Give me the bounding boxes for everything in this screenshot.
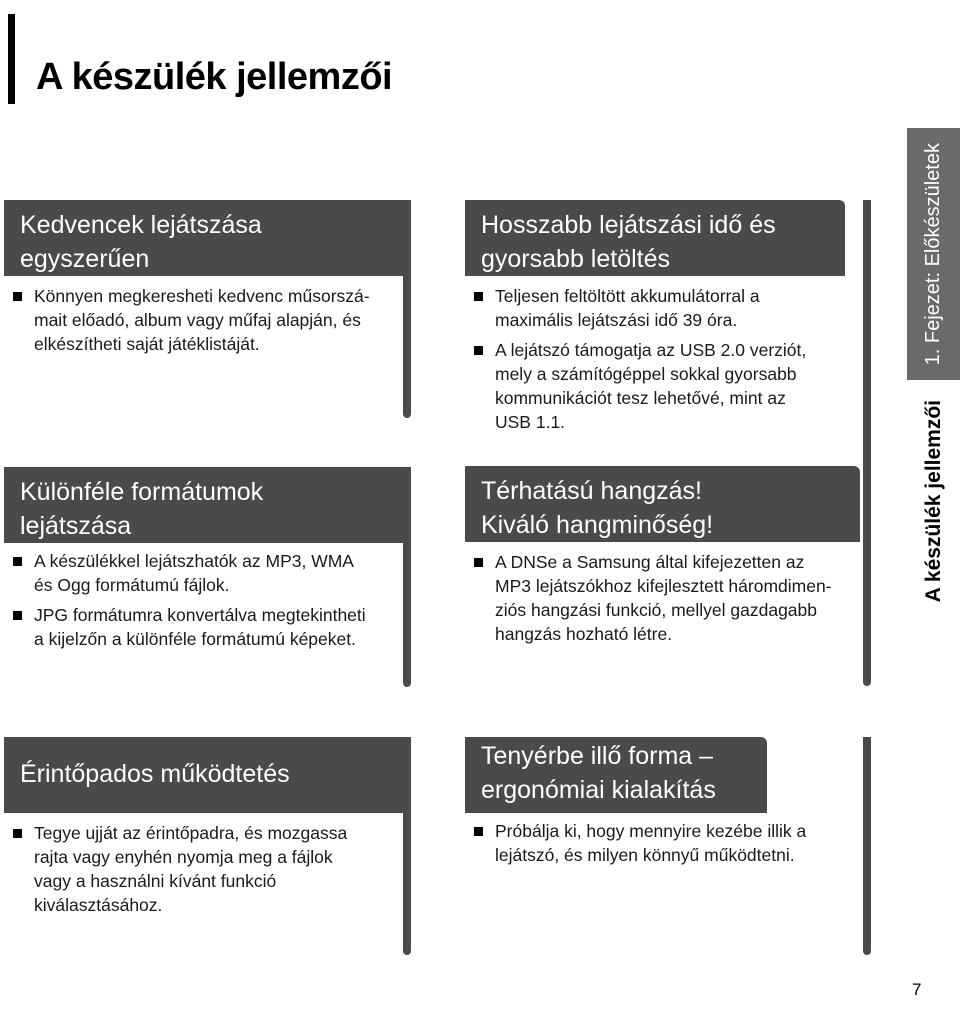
text-line: hangzás hozható létre. <box>495 624 673 644</box>
text-line: maximális lejátszási idő 39 óra. <box>495 310 738 330</box>
card-favorites <box>4 200 411 418</box>
card-rail <box>403 737 411 955</box>
chapter-label: 1. Fejezet: Előkészületek <box>922 142 944 366</box>
side-tabs <box>907 128 960 1018</box>
text-line: rajta vagy enyhén nyomja meg a fájlok <box>34 847 333 867</box>
list-item <box>468 819 863 867</box>
card-heading <box>4 467 411 543</box>
heading-line: Érintőpados működtetés <box>20 760 290 788</box>
card-ergonomic <box>465 737 871 955</box>
bullet-square-icon <box>474 558 483 567</box>
card-rail <box>863 737 871 955</box>
heading-line: Különféle formátumok <box>20 478 264 506</box>
bullet-square-icon <box>13 557 22 566</box>
text-line: A lejátszó támogatja az USB 2.0 verziót, <box>495 340 807 360</box>
text-line: ziós hangzási funkció, mellyel gazdagabb <box>495 600 817 620</box>
heading-line: Hosszabb lejátszási idő és <box>481 211 776 239</box>
bullet-list <box>7 821 397 923</box>
bullet-square-icon <box>474 827 483 836</box>
card-touchpad <box>4 737 411 955</box>
heading-line: Tenyérbe illő forma – <box>481 742 714 770</box>
bullet-list <box>7 284 397 362</box>
text-line: USB 1.1. <box>495 412 566 432</box>
bullet-list <box>468 550 863 652</box>
bullet-square-icon <box>13 829 22 838</box>
heading-line: egyszerűen <box>20 245 150 273</box>
text-line: MP3 lejátszókhoz kifejlesztett háromdimen- <box>495 576 832 596</box>
text-line: mely a számítógéppel sokkal gyorsabb <box>495 364 797 384</box>
text-line: A készülékkel lejátszhatók az MP3, WMA <box>34 551 354 571</box>
heading-line: Kiváló hangminőség! <box>481 511 714 539</box>
bullet-list <box>468 284 853 440</box>
heading-line: Térhatású hangzás! <box>481 477 702 505</box>
title-accent-bar <box>8 14 15 104</box>
text-line: Könnyen megkeresheti kedvenc műsorszá- <box>34 286 370 306</box>
bullet-square-icon <box>474 346 483 355</box>
card-heading <box>465 737 767 813</box>
text-line: A DNSe a Samsung által kifejezetten az <box>495 552 805 572</box>
text-line: JPG formátumra konvertálva megtekintheti <box>34 605 366 625</box>
page-title: A készülék jellemzői <box>36 56 393 98</box>
bullet-list <box>7 549 402 657</box>
text-line: Próbálja ki, hogy mennyire kezébe illik a <box>495 821 807 841</box>
list-item <box>468 550 863 646</box>
section-label: A készülék jellemzői <box>921 400 945 603</box>
heading-line: lejátszása <box>20 512 132 540</box>
card-heading <box>465 200 845 276</box>
text-line: vagy a használni kívánt funkció <box>34 871 277 891</box>
text-line: lejátszó, és milyen könnyű működtetni. <box>495 845 795 865</box>
text-line: Tegye ujját az érintőpadra, és mozgassa <box>34 823 348 843</box>
bullet-square-icon <box>13 292 22 301</box>
list-item <box>7 821 397 917</box>
heading-line: ergonómiai kialakítás <box>481 776 716 804</box>
heading-line: Kedvencek lejátszása <box>20 211 262 239</box>
card-heading <box>4 200 411 276</box>
list-item <box>468 284 853 332</box>
bullet-square-icon <box>474 292 483 301</box>
list-item <box>7 284 397 356</box>
list-item <box>468 338 853 434</box>
page-number: 7 <box>912 980 922 999</box>
card-heading <box>465 466 860 542</box>
card-heading <box>4 737 411 813</box>
text-line: elkészítheti saját játéklistáját. <box>34 334 260 354</box>
list-item <box>7 549 402 597</box>
text-line: kiválasztásához. <box>34 895 163 915</box>
chapter-tab <box>907 128 960 380</box>
heading-line: gyorsabb letöltés <box>481 245 671 273</box>
bullet-square-icon <box>13 611 22 620</box>
text-line: és Ogg formátumú fájlok. <box>34 575 230 595</box>
text-line: kommunikációt tesz lehetővé, mint az <box>495 388 786 408</box>
card-formats <box>4 467 411 687</box>
text-line: Teljesen feltöltött akkumulátorral a <box>495 286 760 306</box>
card-rail <box>403 467 411 687</box>
text-line: mait előadó, album vagy műfaj alapján, és <box>34 310 361 330</box>
text-line: a kijelzőn a különféle formátumú képeket. <box>34 629 356 649</box>
card-sound <box>465 466 871 656</box>
bullet-list <box>468 819 863 873</box>
list-item <box>7 603 402 651</box>
card-rail <box>403 200 411 418</box>
section-tab <box>907 400 960 640</box>
